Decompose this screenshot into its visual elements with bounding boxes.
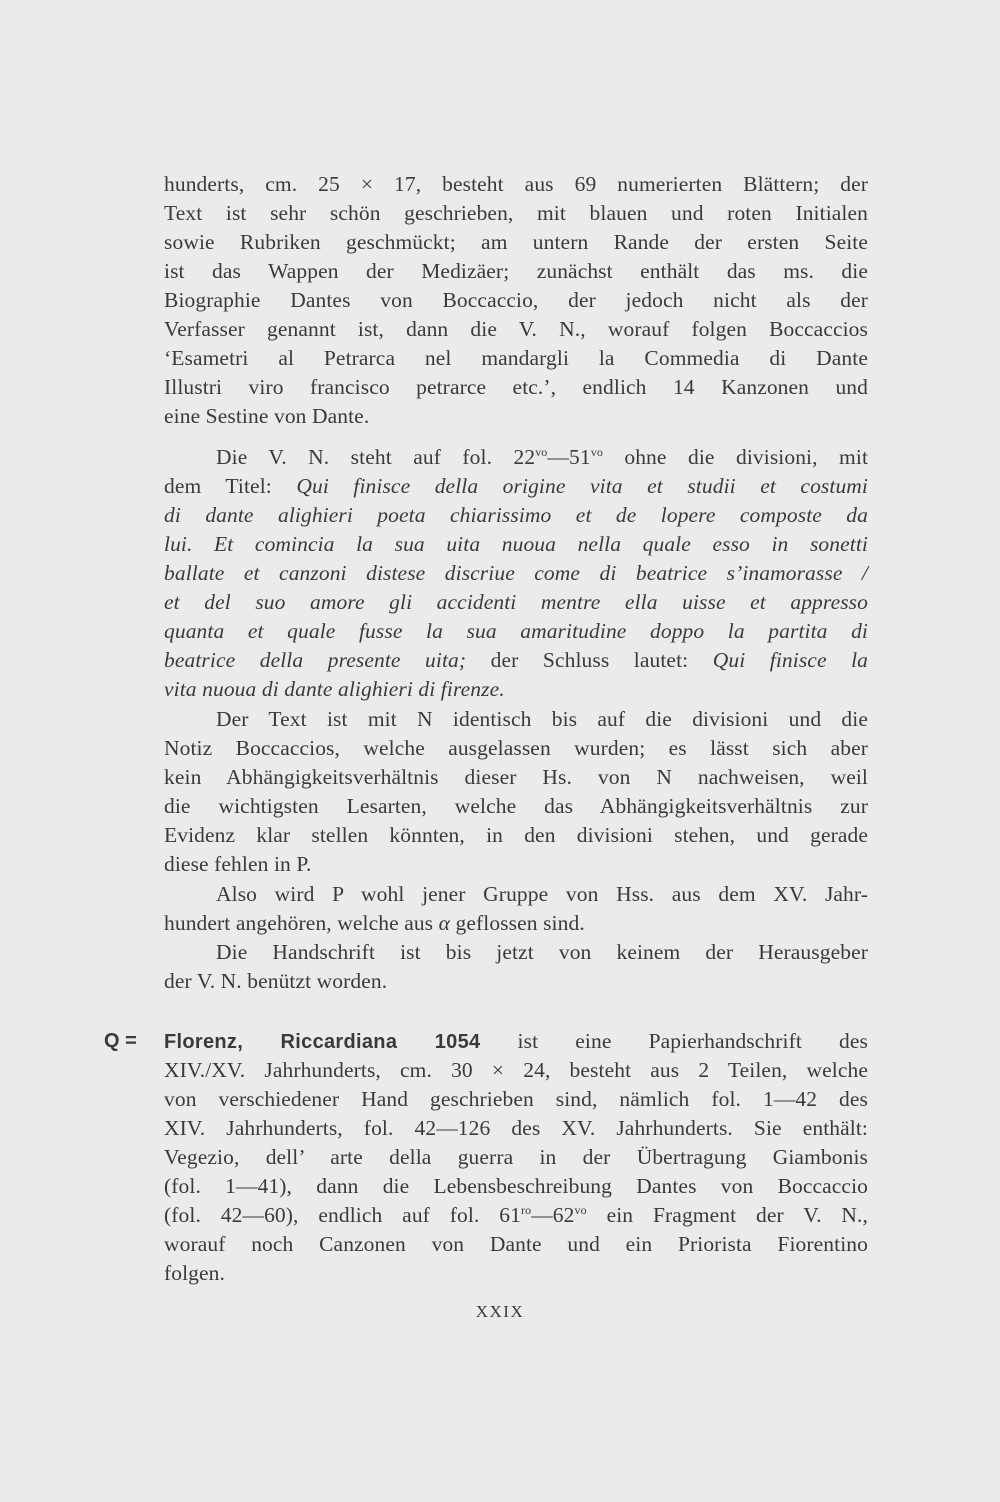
text-line — [164, 1027, 868, 1056]
italic-quote: Qui finisce la — [712, 648, 868, 672]
superscript: vo — [590, 445, 603, 459]
text-line: ‘Esametri al Petrarca nel mandargli la Commedia di Dante — [164, 346, 868, 370]
text-line: die wichtigsten Lesarten, welche das Abhängigkeitsverhältnis zur — [164, 794, 868, 818]
text-fragment: ein Fragment der V. N., — [586, 1203, 868, 1227]
text-line: Illustri viro francisco petrarce etc.’, endlich 14 Kanzonen und — [164, 375, 868, 399]
section-p-title-paragraph — [164, 443, 868, 704]
superscript: vo — [535, 445, 548, 459]
italic-quote-line: lui. Et comincia la sua uita nuoua nella quale esso in sonetti — [164, 532, 868, 556]
text-line — [164, 472, 868, 501]
italic-quote-line: ballate et canzoni distese discriue come di beatrice s’inamorasse / — [164, 561, 868, 585]
text-line: eine Sestine von Dante. — [164, 404, 370, 428]
section-p-group — [164, 880, 868, 938]
manuscript-heading: Florenz, Riccardiana 1054 — [164, 1031, 481, 1053]
text-line: folgen. — [164, 1261, 226, 1285]
text-line: hunderts, cm. 25 × 17, besteht aus 69 numerierten Blättern; der — [164, 172, 868, 196]
text-line: Text ist sehr schön geschrieben, mit blauen und roten Initialen — [164, 201, 868, 225]
text-fragment: der Schluss lautet: — [466, 648, 713, 672]
text-line: Also wird P wohl jener Gruppe von Hss. aus dem XV. Jahr- — [216, 882, 868, 906]
page-number: XXIX — [475, 1302, 525, 1321]
text-line: sowie Rubriken geschmückt; am untern Rande der ersten Seite — [164, 230, 868, 254]
text-line — [164, 646, 868, 675]
text-line: von verschiedener Hand geschrieben sind, nämlich fol. 1—42 des — [164, 1087, 868, 1111]
italic-quote-line: et del suo amore gli accidenti mentre ella uisse et appresso — [164, 590, 868, 614]
superscript: vo — [574, 1203, 587, 1217]
alpha-symbol: α — [438, 911, 451, 935]
text-line: Der Text ist mit N identisch bis auf die divisioni und die — [216, 707, 868, 731]
text-line: ist das Wappen der Medizäer; zunächst enthält das ms. die — [164, 259, 868, 283]
text-fragment: ist eine Papierhandschrift des — [480, 1029, 868, 1053]
text-line: XIV./XV. Jahrhunderts, cm. 30 × 24, besteht aus 2 Teilen, welche — [164, 1058, 868, 1082]
text-fragment: ohne die divisioni, mit — [602, 445, 869, 469]
text-line: diese fehlen in P. — [164, 852, 312, 876]
section-p-text-relation — [164, 705, 868, 879]
manuscript-siglum: Q = — [104, 1030, 137, 1052]
text-fragment: geflossen sind. — [450, 911, 585, 935]
text-fragment: —62 — [531, 1203, 575, 1227]
text-line — [164, 909, 868, 938]
text-fragment: (fol. 42—60), endlich auf fol. 61 — [164, 1203, 521, 1227]
text-line: Biographie Dantes von Boccaccio, der jedoch nicht als der — [164, 288, 868, 312]
italic-quote-line: quanta et quale fusse la sua amaritudine doppo la partita di — [164, 619, 868, 643]
section-p-description — [164, 170, 868, 431]
italic-quote: beatrice della presente uita; — [164, 648, 467, 672]
section-p-editors — [164, 938, 868, 996]
text-fragment: Die V. N. steht auf fol. 22 — [216, 445, 536, 469]
text-line — [164, 443, 868, 472]
italic-quote-line: vita nuoua di dante alighieri di firenze. — [164, 677, 505, 701]
superscript: ro — [521, 1203, 532, 1217]
text-line: Vegezio, dell’ arte della guerra in der Übertragung Giambonis — [164, 1145, 868, 1169]
text-line: (fol. 1—41), dann die Lebensbeschreibung Dantes von Boccaccio — [164, 1174, 868, 1198]
text-line: Verfasser genannt ist, dann die V. N., worauf folgen Boccaccios — [164, 317, 868, 341]
text-line — [164, 1201, 868, 1230]
text-line: Evidenz klar stellen könnten, in den divisioni stehen, und gerade — [164, 823, 868, 847]
section-q-description — [164, 1027, 868, 1288]
italic-quote: Qui finisce della origine vita et studii et costumi — [296, 474, 869, 498]
text-line: Die Handschrift ist bis jetzt von keinem der Herausgeber — [216, 940, 868, 964]
text-fragment: —51 — [547, 445, 591, 469]
text-line: worauf noch Canzonen von Dante und ein Priorista Fiorentino — [164, 1232, 868, 1256]
italic-quote-line: di dante alighieri poeta chiarissimo et de lopere composte da — [164, 503, 868, 527]
text-line: der V. N. benützt worden. — [164, 969, 388, 993]
text-line: XIV. Jahrhunderts, fol. 42—126 des XV. Jahrhunderts. Sie enthält: — [164, 1116, 868, 1140]
text-line: Notiz Boccaccios, welche ausgelassen wurden; es lässt sich aber — [164, 736, 868, 760]
text-fragment: hundert angehören, welche aus — [164, 911, 439, 935]
text-fragment: dem Titel: — [164, 474, 297, 498]
text-line: kein Abhängigkeitsverhältnis dieser Hs. von N nachweisen, weil — [164, 765, 868, 789]
